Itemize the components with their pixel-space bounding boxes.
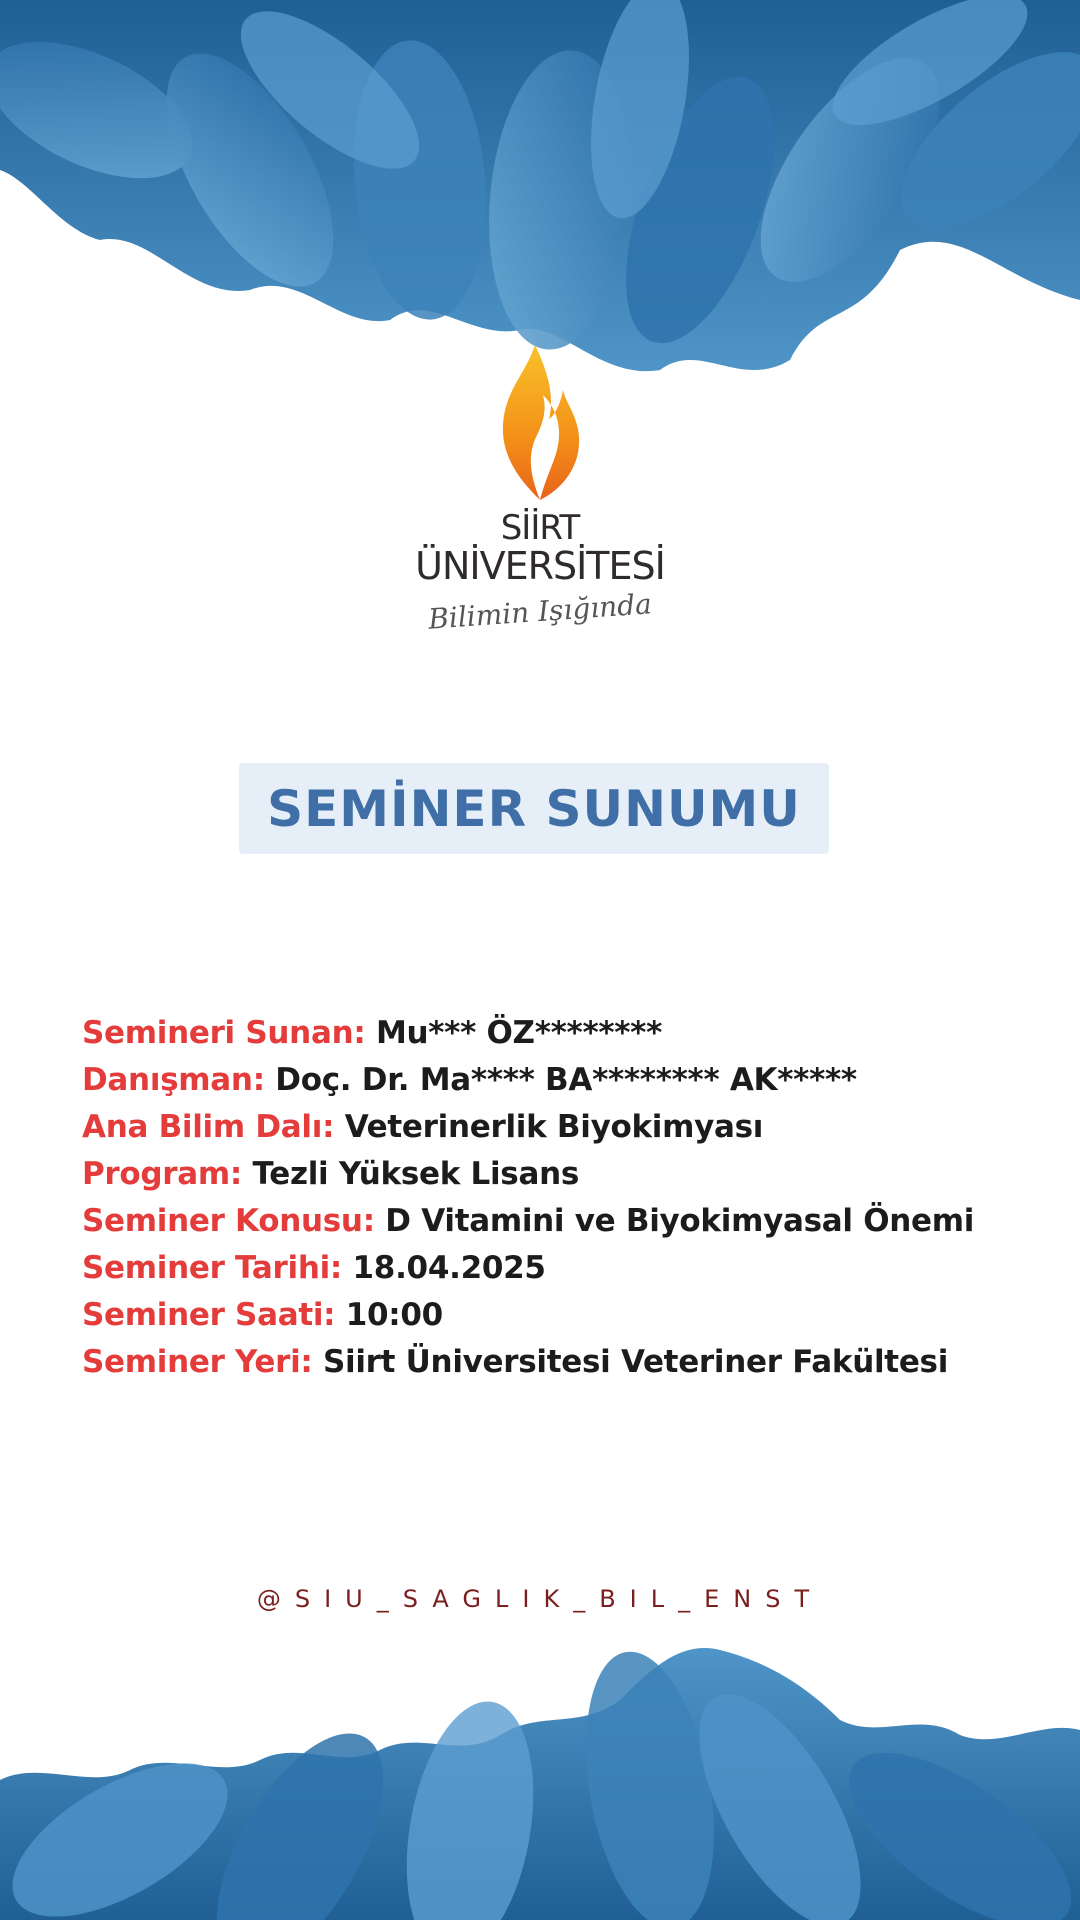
info-label: Program: <box>82 1156 243 1192</box>
university-name-line2: ÜNİVERSİTESİ <box>415 543 665 588</box>
info-value: Doç. Dr. Ma**** BA******** AK***** <box>275 1062 857 1098</box>
title-banner <box>239 763 829 854</box>
info-row-date <box>82 1245 1062 1292</box>
info-label: Ana Bilim Dalı: <box>82 1109 335 1145</box>
info-value: Siirt Üniversitesi Veteriner Fakültesi <box>323 1344 949 1380</box>
info-row-presenter <box>82 1010 1062 1057</box>
info-row-topic <box>82 1198 1062 1245</box>
info-label: Danışman: <box>82 1062 265 1098</box>
university-logo <box>415 345 665 655</box>
info-value: Veterinerlik Biyokimyası <box>344 1109 764 1145</box>
seminar-info-list <box>82 1010 1062 1386</box>
blue-petals-bottom-image <box>0 1640 1080 1920</box>
info-value: Mu*** ÖZ******** <box>375 1015 663 1051</box>
info-value: 10:00 <box>345 1297 443 1333</box>
info-value: D Vitamini ve Biyokimyasal Önemi <box>385 1203 975 1239</box>
info-label: Seminer Yeri: <box>82 1344 313 1380</box>
info-label: Seminer Tarihi: <box>82 1250 343 1286</box>
info-row-location <box>82 1339 1062 1386</box>
info-label: Seminer Saati: <box>82 1297 336 1333</box>
university-motto: Bilimin Işığında <box>427 586 653 636</box>
university-name-line1: SİİRT <box>500 508 580 548</box>
blue-petals-top-image <box>0 0 1080 400</box>
info-row-program <box>82 1151 1062 1198</box>
info-row-advisor <box>82 1057 1062 1104</box>
social-handle: @SIU_SAGLIK_BIL_ENST <box>256 1585 824 1613</box>
info-row-time <box>82 1292 1062 1339</box>
flame-icon <box>485 345 595 505</box>
info-label: Seminer Konusu: <box>82 1203 375 1239</box>
page-title: SEMİNER SUNUMU <box>267 779 801 838</box>
info-label: Semineri Sunan: <box>82 1015 366 1051</box>
info-row-department <box>82 1104 1062 1151</box>
info-value: 18.04.2025 <box>352 1250 546 1286</box>
info-value: Tezli Yüksek Lisans <box>252 1156 579 1192</box>
